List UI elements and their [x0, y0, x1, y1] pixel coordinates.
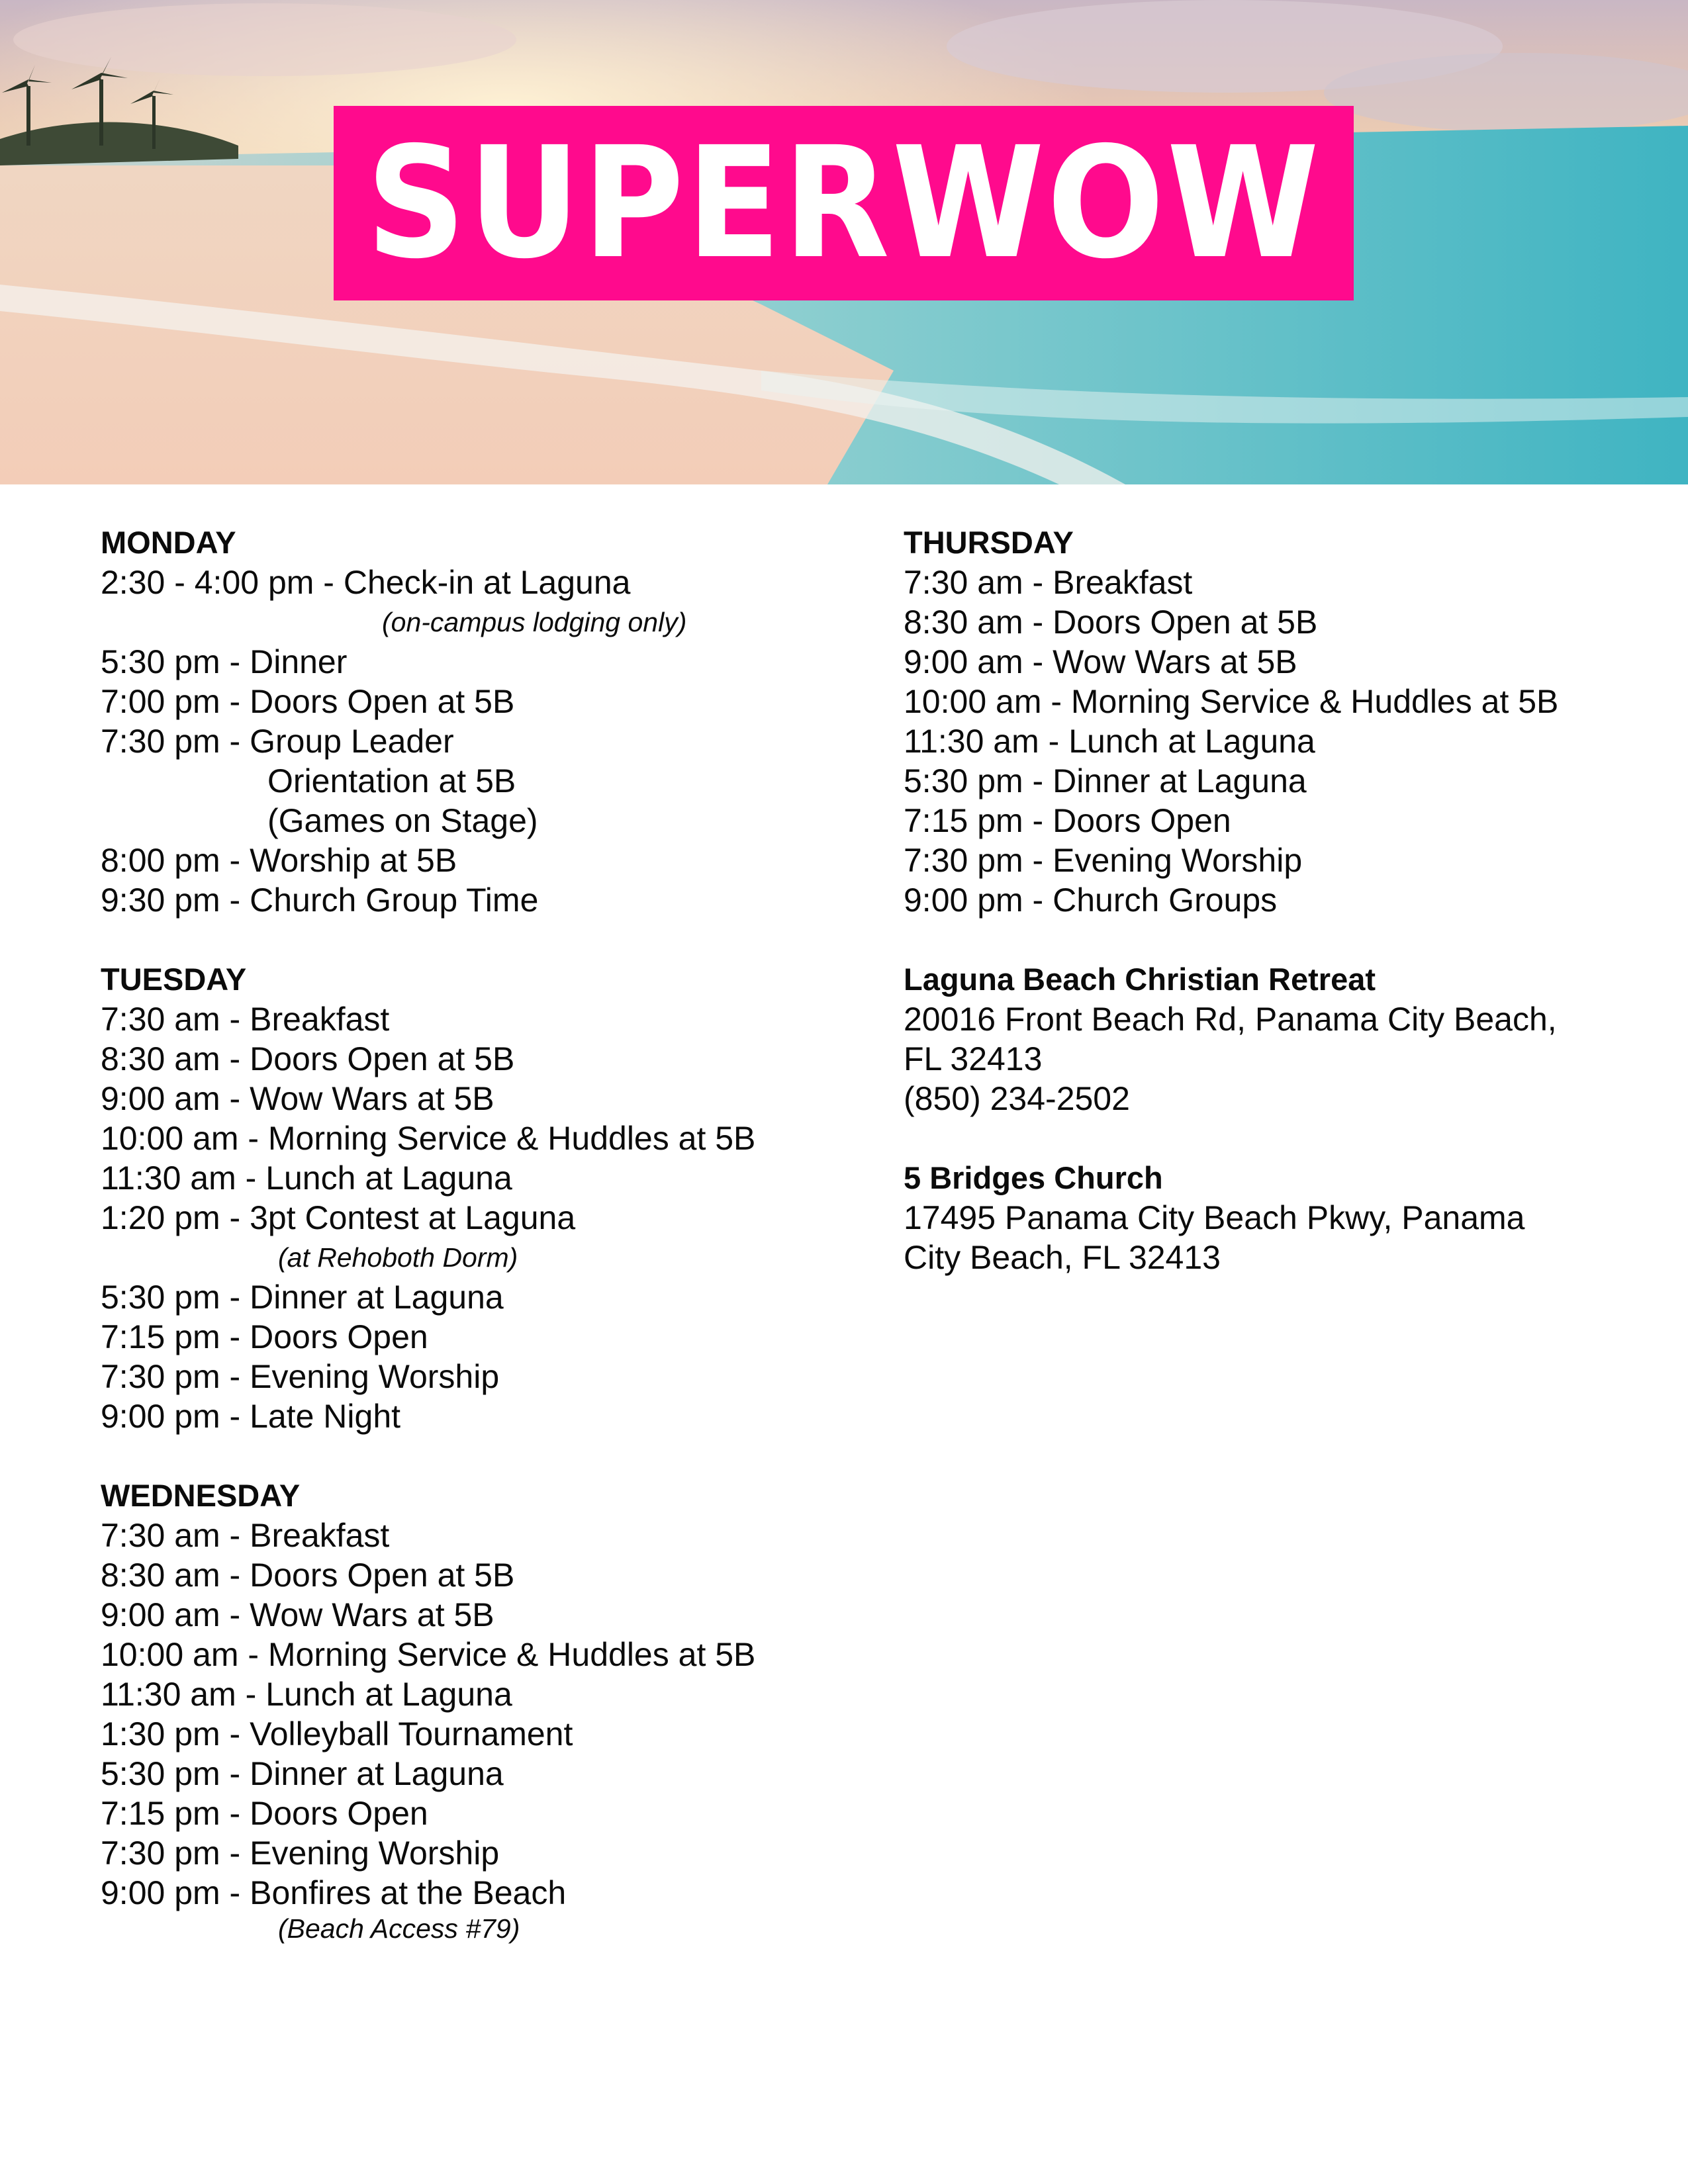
schedule-item: 7:15 pm - Doors Open	[101, 1795, 428, 1832]
monday-heading: MONDAY	[101, 525, 236, 560]
schedule-item: 9:00 am - Wow Wars at 5B	[101, 1080, 494, 1117]
schedule-item: 5:30 pm - Dinner at Laguna	[101, 1279, 504, 1316]
bridges-address-line: City Beach, FL 32413	[904, 1239, 1221, 1276]
bridges-address-line: 17495 Panama City Beach Pkwy, Panama	[904, 1199, 1525, 1236]
hero-beach-image	[0, 0, 1688, 484]
schedule-item: 5:30 pm - Dinner at Laguna	[101, 1755, 504, 1792]
thursday-heading: THURSDAY	[904, 525, 1074, 560]
schedule-item: 1:20 pm - 3pt Contest at Laguna	[101, 1199, 576, 1236]
schedule-item: 8:00 pm - Worship at 5B	[101, 842, 457, 879]
schedule-item: 7:15 pm - Doors Open	[101, 1318, 428, 1355]
page-title: SUPERWOW	[365, 114, 1322, 293]
schedule-left-column	[101, 523, 895, 1944]
schedule-item: 11:30 am - Lunch at Laguna	[101, 1676, 512, 1713]
schedule-item: 7:30 pm - Group Leader	[101, 723, 454, 760]
laguna-address-line: FL 32413	[904, 1040, 1043, 1077]
laguna-address-line: 20016 Front Beach Rd, Panama City Beach,	[904, 1001, 1557, 1038]
schedule-item: 9:00 am - Wow Wars at 5B	[904, 643, 1297, 680]
schedule-item: 7:30 am - Breakfast	[101, 1517, 390, 1554]
laguna-phone: (850) 234-2502	[904, 1080, 1130, 1117]
schedule-item: 9:00 pm - Late Night	[101, 1398, 401, 1435]
schedule-item: 7:15 pm - Doors Open	[904, 802, 1231, 839]
schedule-item: 10:00 am - Morning Service & Huddles at 5B	[101, 1120, 756, 1157]
schedule-item: 8:30 am - Doors Open at 5B	[904, 604, 1318, 641]
schedule-item: 2:30 - 4:00 pm - Check-in at Laguna	[101, 564, 631, 601]
schedule-item: 7:30 am - Breakfast	[904, 564, 1193, 601]
schedule-item-continued: (Games on Stage)	[267, 802, 538, 839]
schedule-right-column	[904, 523, 1665, 1277]
wednesday-heading: WEDNESDAY	[101, 1478, 301, 1513]
schedule-note: (at Rehoboth Dorm)	[278, 1242, 518, 1273]
schedule-item: 11:30 am - Lunch at Laguna	[904, 723, 1315, 760]
bridges-venue-name: 5 Bridges Church	[904, 1160, 1163, 1195]
schedule-item: 9:00 am - Wow Wars at 5B	[101, 1596, 494, 1633]
title-banner	[334, 106, 1354, 300]
schedule-item-continued: Orientation at 5B	[267, 762, 516, 799]
schedule-item: 9:00 pm - Church Groups	[904, 882, 1278, 919]
schedule-item: 8:30 am - Doors Open at 5B	[101, 1040, 515, 1077]
schedule-item: 7:00 pm - Doors Open at 5B	[101, 683, 515, 720]
schedule-item: 5:30 pm - Dinner at Laguna	[904, 762, 1307, 799]
schedule-item: 1:30 pm - Volleyball Tournament	[101, 1715, 573, 1752]
tuesday-heading: TUESDAY	[101, 962, 247, 997]
schedule-item: 7:30 pm - Evening Worship	[904, 842, 1303, 879]
schedule-item: 7:30 pm - Evening Worship	[101, 1835, 500, 1872]
schedule-item: 5:30 pm - Dinner	[101, 643, 348, 680]
schedule-item: 7:30 am - Breakfast	[101, 1001, 390, 1038]
schedule-item: 11:30 am - Lunch at Laguna	[101, 1160, 512, 1197]
schedule-item: 10:00 am - Morning Service & Huddles at 5B	[101, 1636, 756, 1673]
schedule-item: 9:00 pm - Bonfires at the Beach	[101, 1874, 567, 1911]
schedule-item: 7:30 pm - Evening Worship	[101, 1358, 500, 1395]
schedule-note: (Beach Access #79)	[278, 1913, 520, 1944]
laguna-venue-name: Laguna Beach Christian Retreat	[904, 962, 1376, 997]
schedule-item: 9:30 pm - Church Group Time	[101, 882, 539, 919]
schedule-item: 10:00 am - Morning Service & Huddles at 5B	[904, 683, 1559, 720]
schedule-note: (on-campus lodging only)	[382, 607, 687, 637]
schedule-item: 8:30 am - Doors Open at 5B	[101, 1557, 515, 1594]
